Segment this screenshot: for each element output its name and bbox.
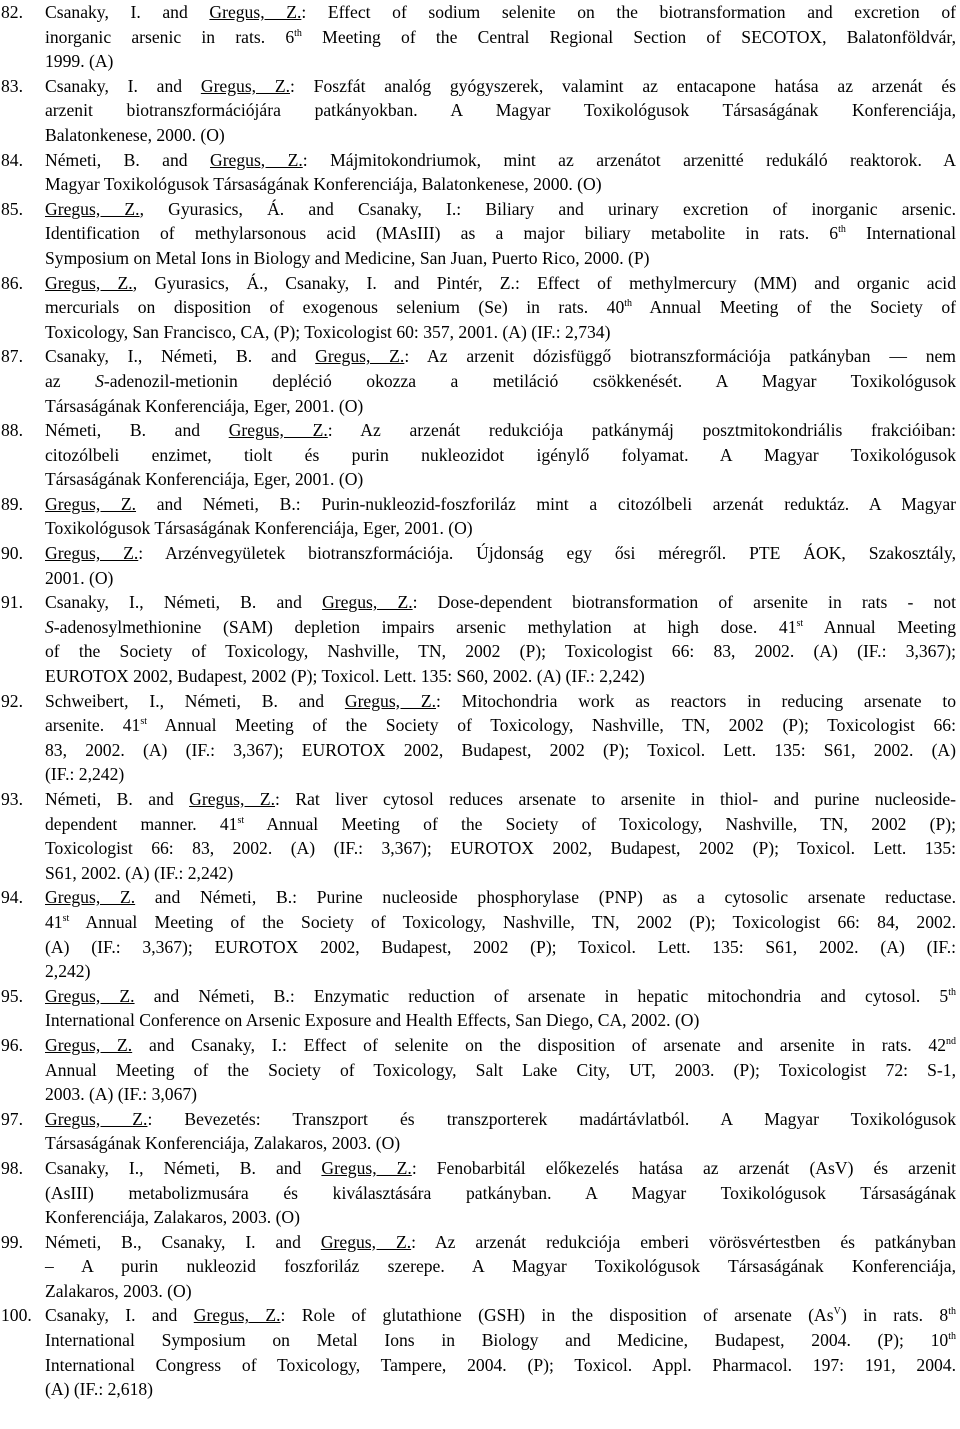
reference-line xyxy=(45,467,956,492)
text-segment: Annual Meeting xyxy=(803,616,956,637)
reference-item xyxy=(1,1230,956,1304)
text-segment: : Az arzenát redukciója emberi vörösvértestben és patkányban xyxy=(411,1231,956,1252)
author-name-underlined: Gregus, Z. xyxy=(193,1305,281,1326)
author-name-underlined: Gregus, Z. xyxy=(45,493,137,514)
author-name-underlined: Gregus, Z. xyxy=(321,1157,412,1178)
text-segment: Annual Meeting of the Society of Toxicology, Salt Lake City, UT, 2003. (P); Toxicologist 72: S-1, xyxy=(45,1059,956,1080)
reference-number: 98. xyxy=(1,1157,23,1178)
text-segment: 41 xyxy=(45,911,63,932)
text-segment: citozólbeli enzimet, tiolt és purin nukleozidot igénylő folyamat. A Magyar Toxikológusok xyxy=(45,444,956,465)
reference-line xyxy=(45,197,956,222)
reference-item xyxy=(1,0,956,74)
reference-line xyxy=(45,1008,956,1033)
reference-text xyxy=(45,148,956,197)
reference-item xyxy=(1,74,956,148)
text-segment: Csanaky, I. and xyxy=(45,2,210,22)
reference-number: 82. xyxy=(1,2,23,22)
reference-line xyxy=(45,689,956,714)
reference-number: 87. xyxy=(1,346,23,367)
text-segment: Toxicology, San Francisco, CA, (P); Toxicologist 60: 357, 2001. (A) (IF.: 2,734) xyxy=(45,321,611,342)
text-segment: Csanaky, I. and xyxy=(45,75,201,96)
reference-line xyxy=(45,885,956,910)
reference-line xyxy=(45,1107,956,1132)
text-segment: EUROTOX 2002, Budapest, 2002 (P); Toxicol. Lett. 135: S60, 2002. (A) (IF.: 2,242) xyxy=(45,666,645,687)
text-segment: : Rat liver cytosol reduces arsenate to arsenite in thiol- and purine nucleoside- xyxy=(274,789,957,809)
text-segment: (A) (IF.: 2,618) xyxy=(45,1379,154,1400)
reference-item xyxy=(1,197,956,271)
author-name-underlined: Gregus, Z. xyxy=(45,1034,133,1055)
text-segment: Schweibert, I., Németi, B. and xyxy=(45,690,345,711)
reference-number: 84. xyxy=(1,149,23,170)
text-segment: : Az arzenit dózisfüggő biotranszformációja patkányban — nem xyxy=(404,346,956,367)
reference-line xyxy=(45,1181,956,1206)
reference-line xyxy=(45,1205,956,1230)
reference-line xyxy=(45,394,956,419)
author-name-underlined: Gregus, Z. xyxy=(45,887,136,908)
text-segment: ) in rats. 8 xyxy=(840,1305,949,1326)
reference-text xyxy=(45,1107,956,1156)
reference-line xyxy=(45,590,956,615)
superscript: st xyxy=(62,912,70,924)
reference-line xyxy=(45,762,956,787)
author-name-underlined: Gregus, Z. xyxy=(45,272,133,293)
reference-line xyxy=(45,1058,956,1083)
reference-text xyxy=(45,492,956,541)
reference-line xyxy=(45,984,956,1009)
reference-line xyxy=(45,1033,956,1058)
reference-text xyxy=(45,344,956,418)
reference-text xyxy=(45,689,956,787)
text-segment: 1999. (A) xyxy=(45,51,114,72)
text-segment: Társaságának Konferenciája, Eger, 2001. (O) xyxy=(45,395,364,416)
text-segment: (AsIII) metabolizmusára és kiválasztására patkányban. A Magyar Toxikológusok Társaságának xyxy=(45,1182,956,1203)
reference-text xyxy=(45,197,956,271)
reference-line xyxy=(45,1230,956,1255)
text-segment: : Foszfát analóg gyógyszerek, valamint az entacapone hatása az arzenát és xyxy=(290,75,957,96)
author-name-underlined: Gregus, Z. xyxy=(45,1108,148,1129)
reference-line xyxy=(45,1303,956,1328)
text-segment: Annual Meeting of the Society of xyxy=(632,297,956,318)
author-name-underlined: Gregus, Z. xyxy=(200,75,290,96)
text-segment: S xyxy=(45,616,54,637)
reference-item xyxy=(1,418,956,492)
reference-item xyxy=(1,787,956,885)
reference-line xyxy=(45,246,956,271)
text-segment: arsenite. 41 xyxy=(45,715,141,736)
author-name-underlined: Gregus, Z. xyxy=(209,149,303,170)
reference-line xyxy=(45,787,956,812)
text-segment: Symposium on Metal Ions in Biology and Medicine, San Juan, Puerto Rico, 2000. (P) xyxy=(45,247,650,268)
reference-line xyxy=(45,1131,956,1156)
reference-text xyxy=(45,0,956,74)
reference-text xyxy=(45,885,956,983)
reference-item xyxy=(1,1156,956,1230)
text-segment: and Németi, B.: Purin-nukleozid-foszforiláz mint a citozólbeli arzenát reduktáz. A Magyar xyxy=(136,493,956,514)
reference-text xyxy=(45,984,956,1033)
text-segment: , Gyurasics, Á., Csanaky, I. and Pintér, Z.: Effect of methylmercury (MM) and organic acid xyxy=(132,272,956,293)
superscript: th xyxy=(948,1306,957,1318)
reference-number: 99. xyxy=(1,1231,23,1252)
text-segment: Balatonkenese, 2000. (O) xyxy=(45,124,225,145)
text-segment: : Májmitokondriumok, mint az arzenátot arzenitté redukáló reaktorok. A xyxy=(302,149,956,170)
author-name-underlined: Gregus, Z. xyxy=(315,346,405,367)
reference-number: 97. xyxy=(1,1108,23,1129)
text-segment: – A purin nukleozid foszforiláz szerepe. A Magyar Toxikológusok Társaságának Konferenciája, xyxy=(45,1256,956,1277)
reference-line xyxy=(45,98,956,123)
reference-number: 100. xyxy=(1,1305,32,1326)
text-segment: : Bevezetés: Transzport és transzporterek madártávlatból. A Magyar Toxikológusok xyxy=(147,1108,957,1129)
reference-item xyxy=(1,1303,956,1401)
text-segment: International Symposium on Metal Ions in Biology and Medicine, Budapest, 2004. (P); 10 xyxy=(45,1330,949,1351)
superscript: th xyxy=(294,27,302,39)
text-segment: -adenosylmethionine (SAM) depletion impairs arsenic methylation at high dose. 41 xyxy=(53,616,797,637)
superscript: st xyxy=(796,617,804,629)
reference-line xyxy=(45,935,956,960)
superscript: V xyxy=(833,1306,841,1318)
reference-number: 96. xyxy=(1,1034,23,1055)
reference-item xyxy=(1,590,956,688)
superscript: st xyxy=(237,814,245,826)
text-segment: , Gyurasics, Á. and Csanaky, I.: Biliary and urinary excretion of inorganic arsenic. xyxy=(139,198,957,219)
reference-line xyxy=(45,74,956,99)
reference-line xyxy=(45,1353,956,1378)
text-segment: (A) (IF.: 3,367); EUROTOX 2002, Budapest, 2002 (P); Toxicol. Lett. 135: S61, 2002. (A) (IF.: xyxy=(45,936,956,957)
text-segment: Csanaky, I., Németi, B. and xyxy=(45,346,316,367)
reference-item xyxy=(1,1033,956,1107)
reference-line xyxy=(45,516,956,541)
text-segment: Annual Meeting of the Society of Toxicology, Nashville, TN, 2002 (P); Toxicologist 66: xyxy=(147,715,956,736)
text-segment: International Conference on Arsenic Exposure and Health Effects, San Diego, CA, 2002. (O) xyxy=(45,1010,700,1031)
reference-line xyxy=(45,861,956,886)
author-name-underlined: Gregus, Z. xyxy=(209,2,302,22)
reference-text xyxy=(45,271,956,345)
reference-line xyxy=(45,172,956,197)
text-segment: Annual Meeting of the Society of Toxicology, Nashville, TN, 2002 (P); Toxicologist 66: 84, 2002. xyxy=(69,911,956,932)
text-segment: Csanaky, I., Németi, B. and xyxy=(45,592,323,613)
superscript: st xyxy=(140,716,148,728)
reference-line xyxy=(45,566,956,591)
text-segment: dependent manner. 41 xyxy=(45,813,238,834)
reference-line xyxy=(45,1328,956,1353)
reference-line xyxy=(45,541,956,566)
reference-line xyxy=(45,369,956,394)
reference-line xyxy=(45,615,956,640)
reference-line xyxy=(45,1156,956,1181)
reference-line xyxy=(45,295,956,320)
text-segment: Konferenciája, Zalakaros, 2003. (O) xyxy=(45,1207,300,1228)
text-segment: Társaságának Konferenciája, Zalakaros, 2003. (O) xyxy=(45,1133,401,1154)
reference-text xyxy=(45,590,956,688)
author-name-underlined: Gregus, Z. xyxy=(189,789,275,809)
reference-item xyxy=(1,984,956,1033)
reference-line xyxy=(45,664,956,689)
text-segment: Németi, B. and xyxy=(45,789,190,809)
text-segment: : Arzénvegyületek biotranszformációja. Újdonság egy ősi méregről. PTE ÁOK, Szakosztály, xyxy=(138,543,956,564)
text-segment: Csanaky, I. and xyxy=(45,1305,194,1326)
reference-line xyxy=(45,320,956,345)
reference-item xyxy=(1,492,956,541)
author-name-underlined: Gregus, Z. xyxy=(344,690,437,711)
reference-line xyxy=(45,1279,956,1304)
text-segment: International xyxy=(845,223,956,244)
reference-item xyxy=(1,689,956,787)
text-segment: Magyar Toxikológusok Társaságának Konferenciája, Balatonkenese, 2000. (O) xyxy=(45,174,602,195)
reference-line xyxy=(45,221,956,246)
text-segment: 2001. (O) xyxy=(45,567,114,588)
superscript: nd xyxy=(946,1035,956,1047)
reference-line xyxy=(45,1377,956,1402)
author-name-underlined: Gregus, Z. xyxy=(45,198,140,219)
reference-line xyxy=(45,123,956,148)
text-segment: : Dose-dependent biotransformation of arsenite in rats - not xyxy=(412,592,956,613)
text-segment: Németi, B. and xyxy=(45,149,210,170)
author-name-underlined: Gregus, Z. xyxy=(322,592,413,613)
reference-number: 90. xyxy=(1,543,23,564)
text-segment: Németi, B., Csanaky, I. and xyxy=(45,1231,321,1252)
reference-line xyxy=(45,492,956,517)
text-segment: Annual Meeting of the Society of Toxicology, Nashville, TN, 2002 (P); xyxy=(244,813,956,834)
reference-text xyxy=(45,787,956,885)
reference-text xyxy=(45,74,956,148)
reference-line xyxy=(45,418,956,443)
reference-item xyxy=(1,541,956,590)
text-segment: 83, 2002. (A) (IF.: 3,367); EUROTOX 2002, Budapest, 2002 (P); Toxicol. Lett. 135: S61, 2002. (A) xyxy=(45,739,956,760)
reference-number: 89. xyxy=(1,493,23,514)
reference-text xyxy=(45,541,956,590)
reference-number: 86. xyxy=(1,272,23,293)
text-segment: mercurials on disposition of exogenous selenium (Se) in rats. 40 xyxy=(45,297,625,318)
author-name-underlined: Gregus, Z. xyxy=(228,420,328,441)
reference-line xyxy=(45,959,956,984)
reference-item xyxy=(1,271,956,345)
reference-line xyxy=(45,1082,956,1107)
author-name-underlined: Gregus, Z. xyxy=(45,985,135,1006)
text-segment: Meeting of the Central Regional Section of SECOTOX, Balatonföldvár, xyxy=(301,26,956,47)
text-segment: inorganic arsenic in rats. 6 xyxy=(45,26,295,47)
superscript: th xyxy=(948,1331,956,1343)
superscript: th xyxy=(624,298,633,310)
text-segment: and Csanaky, I.: Effect of selenite on the disposition of arsenate and arsenite in rats. 42 xyxy=(132,1034,946,1055)
reference-number: 92. xyxy=(1,690,23,711)
reference-number: 94. xyxy=(1,887,23,908)
reference-item xyxy=(1,344,956,418)
reference-line xyxy=(45,639,956,664)
text-segment: S61, 2002. (A) (IF.: 2,242) xyxy=(45,862,234,883)
text-segment: of the Society of Toxicology, Nashville, TN, 2002 (P); Toxicologist 66: 83, 2002. (A) (IF.: 3,367); xyxy=(45,641,956,662)
reference-line xyxy=(45,738,956,763)
text-segment: arzenit biotranszformációjára patkányokban. A Magyar Toxikológusok Társaságának Konferenciája, xyxy=(45,100,956,121)
reference-line xyxy=(45,836,956,861)
reference-number: 91. xyxy=(1,592,23,613)
text-segment: Toxikológusok Társaságának Konferenciája, Eger, 2001. (O) xyxy=(45,518,473,539)
text-segment: Toxicologist 66: 83, 2002. (A) (IF.: 3,367); EUROTOX 2002, Budapest, 2002 (P); Toxicol. Lett. 135: xyxy=(45,838,956,859)
reference-line xyxy=(45,443,956,468)
reference-item xyxy=(1,885,956,983)
text-segment: (IF.: 2,242) xyxy=(45,764,125,785)
reference-line xyxy=(45,49,956,74)
reference-list xyxy=(1,0,956,1402)
text-segment: : Mitochondria work as reactors in reducing arsenate to xyxy=(436,690,956,711)
reference-number: 93. xyxy=(1,789,23,809)
reference-number: 83. xyxy=(1,75,23,96)
reference-text xyxy=(45,1033,956,1107)
reference-line xyxy=(45,713,956,738)
text-segment: 2003. (A) (IF.: 3,067) xyxy=(45,1084,198,1105)
reference-line xyxy=(45,25,956,50)
author-name-underlined: Gregus, Z. xyxy=(320,1231,412,1252)
text-segment: : Effect of sodium selenite on the biotransformation and excretion of xyxy=(301,2,956,22)
reference-item xyxy=(1,148,956,197)
reference-number: 85. xyxy=(1,198,23,219)
reference-number: 88. xyxy=(1,420,23,441)
reference-line xyxy=(45,910,956,935)
text-segment: and Németi, B.: Purine nucleoside phosphorylase (PNP) as a cytosolic arsenate reductase. xyxy=(135,887,957,908)
text-segment: : Role of glutathione (GSH) in the disposition of arsenate (As xyxy=(280,1305,834,1326)
text-segment: Társaságának Konferenciája, Eger, 2001. (O) xyxy=(45,469,364,490)
text-segment: : Fenobarbitál előkezelés hatása az arzenát (AsV) és arzenit xyxy=(411,1157,957,1178)
text-segment: Identification of methylarsonous acid (MAsIII) as a major biliary metabolite in rats. 6 xyxy=(45,223,839,244)
text-segment: : Az arzenát redukciója patkánymáj posztmitokondriális frakcióiban: xyxy=(327,420,956,441)
reference-line xyxy=(45,271,956,296)
text-segment: Csanaky, I., Németi, B. and xyxy=(45,1157,322,1178)
reference-line xyxy=(45,0,956,25)
author-name-underlined: Gregus, Z. xyxy=(45,543,139,564)
reference-text xyxy=(45,1156,956,1230)
text-segment: S xyxy=(95,370,104,391)
reference-text xyxy=(45,1303,956,1401)
reference-number: 95. xyxy=(1,985,23,1006)
text-segment: and Németi, B.: Enzymatic reduction of arsenate in hepatic mitochondria and cytosol. 5 xyxy=(134,985,949,1006)
text-segment: -adenozil-metionin depléció okozza a metiláció csökkenését. A Magyar Toxikológusok xyxy=(103,370,956,391)
text-segment: Zalakaros, 2003. (O) xyxy=(45,1280,192,1301)
reference-line xyxy=(45,344,956,369)
text-segment: International Congress of Toxicology, Tampere, 2004. (P); Toxicol. Appl. Pharmacol. 197: 191, 2004. xyxy=(45,1354,956,1375)
reference-line xyxy=(45,812,956,837)
text-segment: az xyxy=(45,370,96,391)
reference-text xyxy=(45,1230,956,1304)
superscript: th xyxy=(948,986,956,998)
reference-item xyxy=(1,1107,956,1156)
reference-line xyxy=(45,1254,956,1279)
reference-text xyxy=(45,418,956,492)
text-segment: Németi, B. and xyxy=(45,420,229,441)
reference-line xyxy=(45,148,956,173)
superscript: th xyxy=(838,224,846,236)
text-segment: 2,242) xyxy=(45,961,91,982)
